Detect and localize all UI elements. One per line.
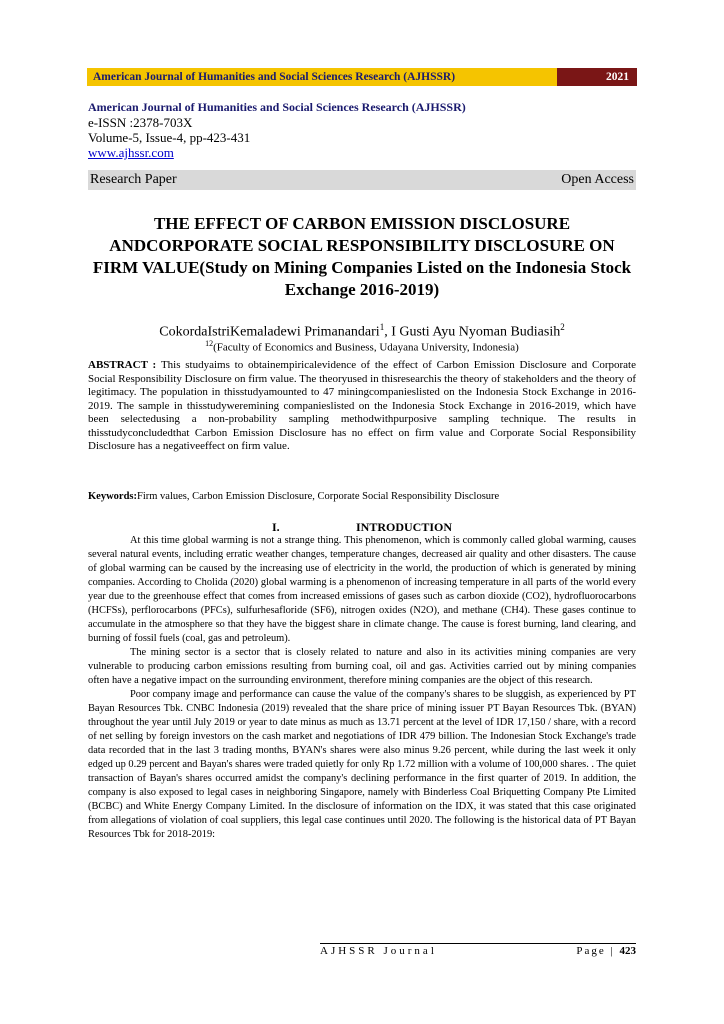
volume-info: Volume-5, Issue-4, pp-423-431 [88,130,251,145]
paper-type: Research Paper [90,172,177,187]
footer-page-label: Page | [576,945,620,957]
affiliation-sup: 12 [205,339,214,348]
journal-website-link[interactable]: www.ajhssr.com [88,145,174,160]
abstract-text: This studyaims to obtainempiricalevidence of the effect of Carbon Emission Disclosure and Corporate Social Responsibility Disclosure on firm value. The theoryused in thisresearchis the theory of stakeholders and the theory of legitimacy. The population in thisstudyamounted to 47 miningcompanieslisted on the Indonesia Stock Exchange in 2016-2019. The sample in thisstudyweremining companieslisted on the Indonesia Stock Exchange in 2016-2019, which have been selectedusing a non-probability sampling methodwithpurposive sampling technique. The results in thisstudyconcludedthat Carbon Emission Disclosure has no effect on firm value and Corporate Social Responsibility Disclosure has a negativeeffect on firm value. [88,359,636,452]
paper-title: THE EFFECT OF CARBON EMISSION DISCLOSURE ANDCORPORATE SOCIAL RESPONSIBILITY DISCLOSURE ON FIRM VALUE(Study on Mining Companies Listed on the Indonesia Stock Exchange 2016-2019) [92,214,632,299]
journal-header-bar [87,68,637,86]
affiliation [88,337,636,355]
author-1-sup: 1 [379,322,385,332]
author-1: CokordaIstriKemaladewi Primanandari [159,324,380,340]
issn: e-ISSN :2378-703X [88,115,193,130]
affiliation-text: (Faculty of Economics and Business, Udayana University, Indonesia) [213,341,519,354]
footer-journal: AJHSSR Journal [320,945,437,957]
journal-meta [88,100,636,160]
paper-type-bar [88,170,636,190]
page-footer [320,943,636,957]
author-separator: , [384,324,392,340]
header-journal-title: American Journal of Humanities and Social Sciences Research (AJHSSR) [87,68,557,86]
footer-page [576,945,636,957]
paragraph: At this time global warming is not a strange thing. This phenomenon, which is commonly called global warming, causes several natural events, including erratic weather changes, temperature changes, decreased air quality and other disasters. The cause of global warming can be caused by the increasing use of electricity in the world, the production of which is generated by mining companies. According to Cholida (2020) global warming is a phenomenon of increasing temperature in all parts of the world every year due to the greenhouse effect that comes from increased emissions of gases such as carbon dioxide (CO2), hydrofluorocarbons (HCFSs), perflorocarbons (PFCs), sulfurhesafloride (SF6), nitrogen oxides (N2O), and methane (CH4). These gases continue to accumulate in the atmosphere so that they have the biggest share in climate change. The cause is forest burning, land clearing, and burning of fossil fuels (coal, gas and petroleum). [88,535,636,644]
access-type: Open Access [561,172,634,187]
footer-page-number: 423 [619,945,636,957]
abstract [88,359,636,454]
paragraph: The mining sector is a sector that is closely related to nature and also in its activities mining companies are very vulnerable to producing carbon emissions resulting from burning coal, oil and gas. Activities carried out by mining companies often have a negative impact on the surrounding environment, therefore mining companies are the object of this research. [88,647,636,686]
abstract-label: ABSTRACT : [88,359,161,371]
author-2-sup: 2 [560,322,565,332]
keywords-label: Keywords: [88,491,137,502]
section-title: INTRODUCTION [355,520,452,534]
keywords [88,490,636,503]
keywords-text: Firm values, Carbon Emission Disclosure, Corporate Social Responsibility Disclosure [137,491,500,502]
introduction-body [88,534,636,842]
section-heading [88,520,636,534]
section-number: I. [271,520,280,534]
header-year: 2021 [557,68,637,86]
journal-name: American Journal of Humanities and Social Sciences Research (AJHSSR) [88,100,466,114]
paragraph: Poor company image and performance can cause the value of the company's shares to be sluggish, as experienced by PT Bayan Resources Tbk. CNBC Indonesia (2019) revealed that the share price of mining issuer PT Bayan Resources Tbk. (BYAN) throughout the year until July 2019 or year to date minus as much as 13.71 percent at the level of IDR 17,150 / share, with a record of net selling by foreign investors on the cash market and negotiations of IDR 479 billion. The Indonesian Stock Exchange's trade data recorded that in the last 3 trading months, BYAN's shares were also minus 9.26 percent, while during the last week it only edged up 0.29 percent and Bayan's shares were traded quietly for only Rp 1.72 million with a volume of 100,000 shares. . The quiet transaction of Bayan's shares occurred amidst the company's declining performance in the first quarter of 2019. In addition, the company is also exposed to legal cases in neighboring Singapore, namely with Binderless Coal Briquetting Company Pte Limited (BCBC) and White Energy Company Limited. In the disclosure of information on the IDX, it was stated that this case originated from allegations of violation of coal suppliers, this legal case continues until 2020. The following is the historical data of PT Bayan Resources Tbk for 2018-2019: [88,689,636,840]
author-2: I Gusti Ayu Nyoman Budiasih [391,324,561,340]
